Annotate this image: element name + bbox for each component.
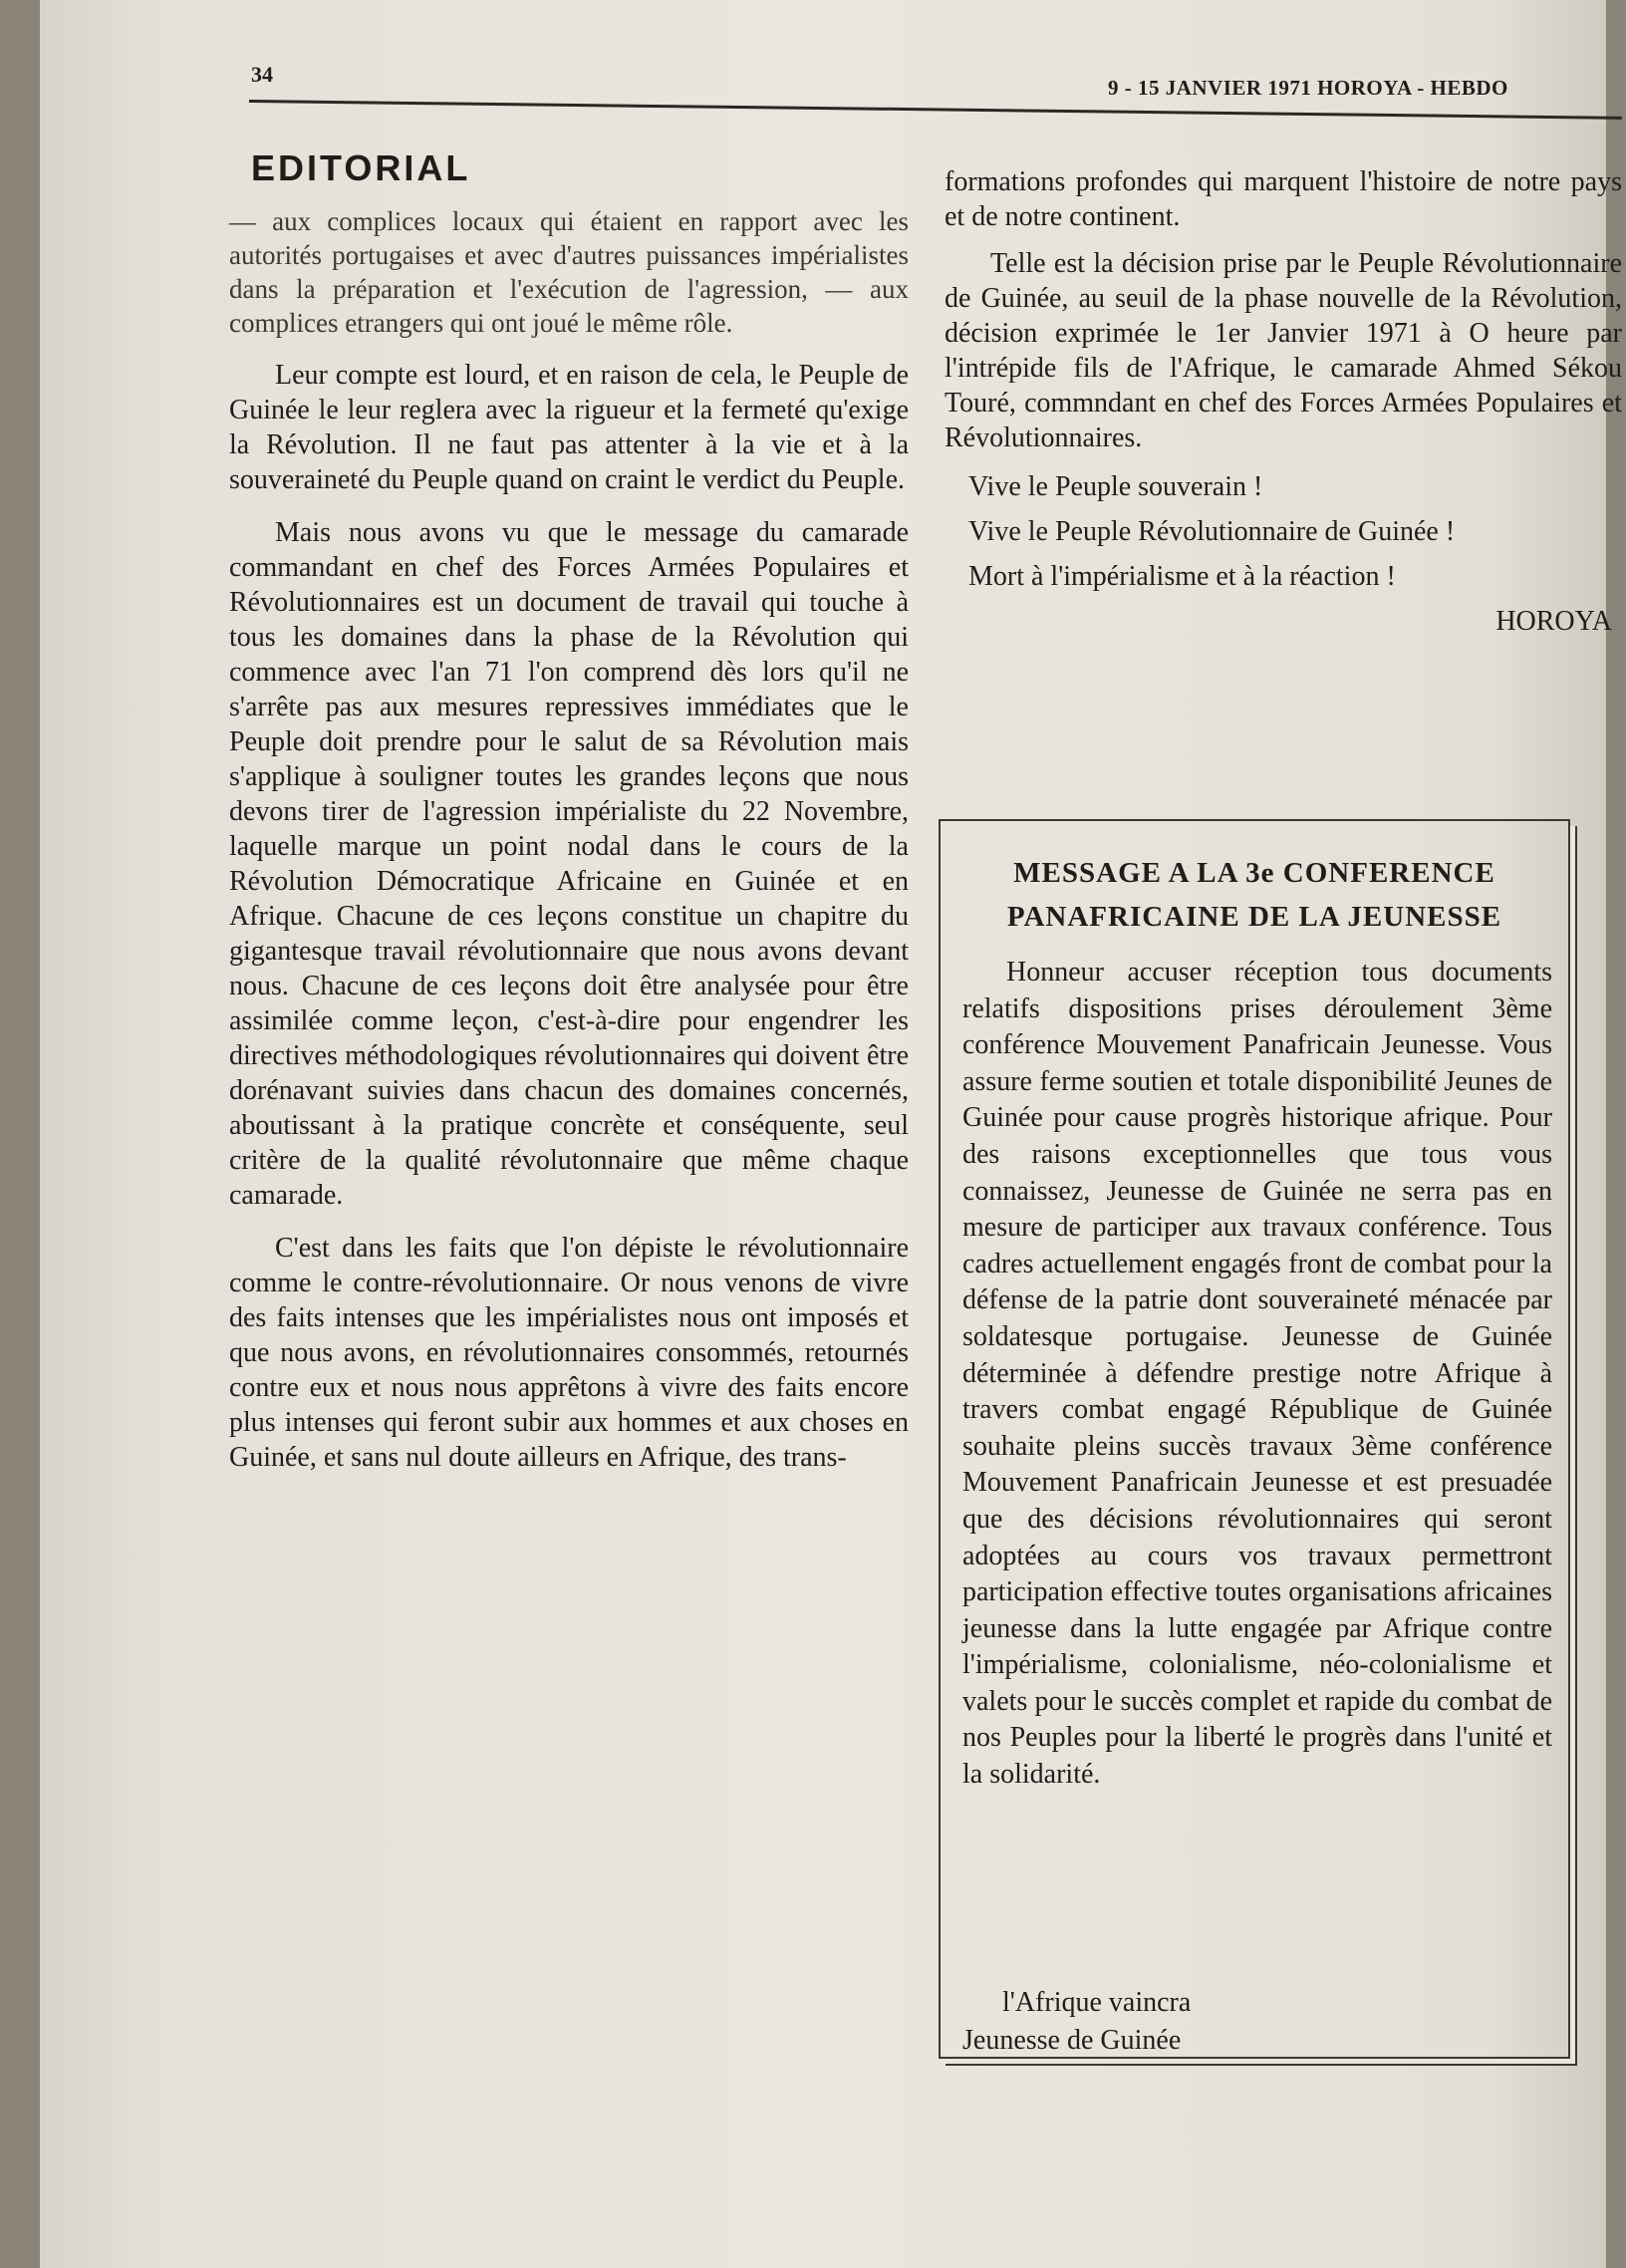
message-closing: l'Afrique vaincra — [1002, 1987, 1192, 2018]
message-title-line: MESSAGE A LA 3e CONFERENCE — [1013, 857, 1495, 889]
editorial-paragraph: — aux complices locaux qui étaient en rapport avec les autorités portugaises et avec d'autres puissances impérialistes dans la préparation et l'exécution de l'agression, — aux complices etrangers qui ont joué le même rôle. — [229, 206, 909, 338]
editorial-left-column — [229, 204, 909, 1475]
message-box — [939, 819, 1570, 2059]
message-title-line: PANAFRICAINE DE LA JEUNESSE — [1006, 901, 1502, 933]
editorial-paragraph: formations profondes qui marquent l'histoire de notre pays et de notre continent. — [945, 166, 1622, 232]
editorial-paragraph: Telle est la décision prise par le Peuple Révolutionnaire de Guinée, au seuil de la phase nouvelle de la Révolution, décision exprimée le 1er Janvier 1971 à O heure par l'intrépide fils de l'Afrique, le camarade Ahmed Sékou Touré, commndant en chef des Forces Armées Populaires et Révolutionnaires. — [945, 248, 1622, 453]
editorial-paragraph: C'est dans les faits que l'on dépiste le révolutionnaire comme le contre-révolutionnaire. Or nous venons de vivre des faits intenses que les impérialistes nous ont imposés et que nous avons, en révolutionnaires consommés, retournés contre eux et nous nous apprêtons à vivre des faits encore plus intenses qui feront subir aux hommes et aux choses en Guinée, et sans nul doute ailleurs en Afrique, des trans- — [229, 1233, 909, 1473]
message-paragraph: Honneur accuser réception tous documents relatifs dispositions prises déroulement 3ème conférence Mouvement Panafricain Jeunesse. Vous assure ferme soutien et totale disponibilité Jeunes de Guinée pour cause progrès historique afrique. Pour des raisons exceptionnelles que tous vous connaissez, Jeunesse de Guinée ne serra pas en mesure de participer aux travaux conférence. Tous cadres actuellement engagés front de combat pour la défense de la patrie dont souveraineté ménacée par soldatesque portugaise. Jeunesse de Guinée déterminée à défendre prestige notre Afrique à travers combat engagé République de Guinée souhaite pleins succès travaux 3ème conférence Mouvement Panafricain Jeunesse et est presuadée que des décisions révolutionnaires qui seront adoptées au cours vos travaux permettront participation effective toutes organisations africaines jeunesse dans la lutte engagée par Afrique contre l'impérialisme, colonialisme, néo-colonialisme et valets pour le succès complet et rapide du combat de nos Peuples pour la liberté le progrès dans l'unité et la solidarité. — [962, 957, 1552, 1791]
editorial-paragraph: Mais nous avons vu que le message du camarade commandant en chef des Forces Armées Populaires et Révolutionnaires est un document de travail qui touche à tous les domaines dans la phase de la Révolution qui commence avec l'an 71 l'on comprend dès lors qu'il ne s'arrête pas aux mesures repressives immédiates que le Peuple doit prendre pour le salut de sa Révolution mais s'applique à souligner toutes les grandes leçons que nous devons tirer de l'agression impérialiste du 22 Novembre, laquelle marque un point nodal dans le cours de la Révolution Démocratique Africaine en Guinée et en Afrique. Chacune de ces leçons constitue un chapitre du gigantesque travail révolutionnaire que nous avons devant nous. Chacune de ces leçons doit être analysée pour être assimilée comme leçon, c'est-à-dire pour engendrer les directives méthodologiques révolutionnaires qui doivent être dorénavant suivies dans chacun des domaines concernés, aboutissant à la pratique concrète et conséquente, seul critère de la qualité révolutonnaire que même chaque camarade. — [229, 517, 909, 1211]
message-title — [941, 851, 1568, 939]
editorial-heading: EDITORIAL — [251, 147, 471, 188]
publication-date-header: 9 - 15 JANVIER 1971 HOROYA - HEBDO — [1108, 76, 1508, 100]
message-signature: Jeunesse de Guinée — [962, 2025, 1182, 2056]
newspaper-page — [40, 0, 1622, 2268]
editorial-right-column — [945, 164, 1622, 639]
message-body — [962, 955, 1552, 1794]
slogan: Vive le Peuple souverain ! — [968, 471, 1263, 502]
header-rule — [249, 100, 1622, 120]
editorial-paragraph: Leur compte est lourd, et en raison de cela, le Peuple de Guinée le leur reglera avec la rigueur et la fermeté qu'exige la Révolution. Il ne faut pas attenter à la vie et à la souveraineté du Peuple quand on craint le verdict du Peuple. — [229, 360, 909, 495]
slogan: Vive le Peuple Révolutionnaire de Guinée ! — [968, 516, 1456, 547]
editorial-signature: HOROYA — [1495, 606, 1612, 637]
slogan: Mort à l'impérialisme et à la réaction ! — [968, 561, 1396, 592]
page-number: 34 — [251, 62, 273, 87]
